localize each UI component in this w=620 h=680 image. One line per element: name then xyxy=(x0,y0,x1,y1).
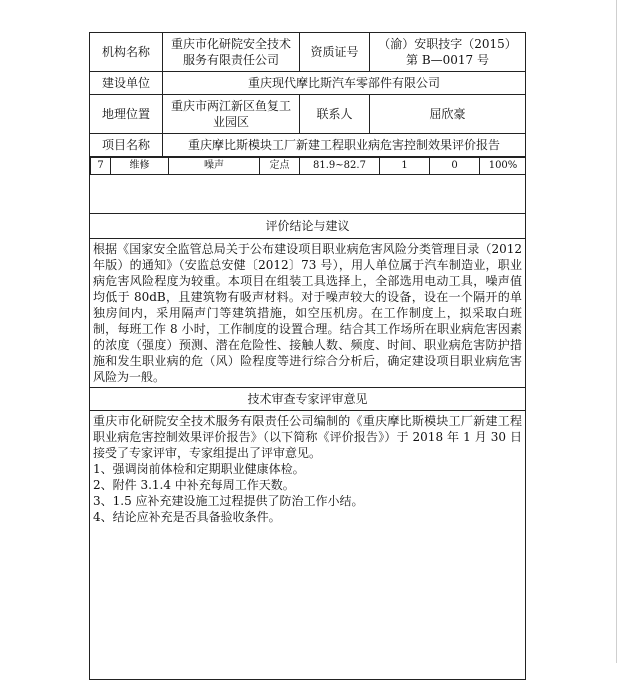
review-item-1: 1、强调岗前体检和定期职业健康体检。 xyxy=(93,462,305,476)
review-title-row xyxy=(90,388,526,411)
location-row xyxy=(90,95,526,134)
review-intro: 重庆市化研院安全技术服务有限责任公司编制的《重庆摩比斯模块工厂新建工程职业病危害控制效果评价报告》（以下简称《评价报告》）于 2018 年 1 月 30 日接受了专家评审，专家组提出了评审意见。 xyxy=(93,414,522,460)
cert-label: 资质证号 xyxy=(300,33,370,72)
location-value: 重庆市两江新区鱼复工业园区 xyxy=(163,95,300,134)
evaluation-title-row xyxy=(90,214,526,239)
report-form-table xyxy=(89,32,526,680)
review-row xyxy=(90,411,526,680)
cell-hazard: 噪声 xyxy=(169,158,260,175)
contact-label: 联系人 xyxy=(300,95,370,134)
org-label: 机构名称 xyxy=(90,33,163,72)
location-label: 地理位置 xyxy=(90,95,163,134)
review-item-4: 4、结论应补充是否具备验收条件。 xyxy=(93,510,281,524)
evaluation-text-cell xyxy=(90,239,526,388)
review-title: 技术审查专家评审意见 xyxy=(90,388,526,411)
cert-value: （渝）安职技字（2015）第 B—0017 号 xyxy=(370,33,526,72)
unit-label: 建设单位 xyxy=(90,72,163,95)
evaluation-row xyxy=(90,239,526,388)
review-text-cell xyxy=(90,411,526,680)
review-item-2: 2、附件 3.1.4 中补充每周工作天数。 xyxy=(93,478,295,492)
org-value: 重庆市化研院安全技术服务有限责任公司 xyxy=(163,33,300,72)
cell-type: 定点 xyxy=(260,158,300,175)
cell-post: 维修 xyxy=(111,158,169,175)
project-row xyxy=(90,134,526,157)
project-label: 项目名称 xyxy=(90,134,163,157)
org-row xyxy=(90,33,526,72)
evaluation-title: 评价结论与建议 xyxy=(90,214,526,239)
measurement-table xyxy=(90,157,526,175)
review-item-3: 3、1.5 应补充建设施工过程提供了防治工作小结。 xyxy=(93,494,364,508)
measurement-row xyxy=(90,157,526,214)
cell-range: 81.9~82.7 xyxy=(300,158,380,175)
cell-rate: 100% xyxy=(480,158,526,175)
unit-value: 重庆现代摩比斯汽车零部件有限公司 xyxy=(163,72,526,95)
evaluation-text: 根据《国家安全监管总局关于公布建设项目职业病危害风险分类管理目录（2012年版）的通知》（安监总安健〔2012〕73 号），用人单位属于汽车制造业，职业病危害风险程度为较重。本项目在组装工具选择上，全部选用电动工具，噪声值均低于 80dB，且建筑物有吸声材料。对于噪声较大的设备，设在一个隔开的单独房间内，采用隔声门等建筑措施，如空压机房。在工作制度上，拟采取白班制，每班工作 8 小时，工作制度的设置合理。结合其工作场所在职业病危害因素的浓度（强度）预测、潜在危险性、接触人数、频度、时间、职业病危害防护措施和发生职业病的危（风）险程度等进行综合分析后，确定建设项目职业病危害风险为一般。 xyxy=(93,242,522,384)
measurement-data-row xyxy=(91,158,526,175)
cell-count: 1 xyxy=(380,158,430,175)
contact-value: 屈欣豪 xyxy=(370,95,526,134)
cell-index: 7 xyxy=(91,158,111,175)
unit-row xyxy=(90,72,526,95)
page-edge xyxy=(616,0,617,663)
measurement-cell xyxy=(90,157,526,214)
project-value: 重庆摩比斯模块工厂新建工程职业病危害控制效果评价报告 xyxy=(163,134,526,157)
cell-exceed: 0 xyxy=(430,158,480,175)
